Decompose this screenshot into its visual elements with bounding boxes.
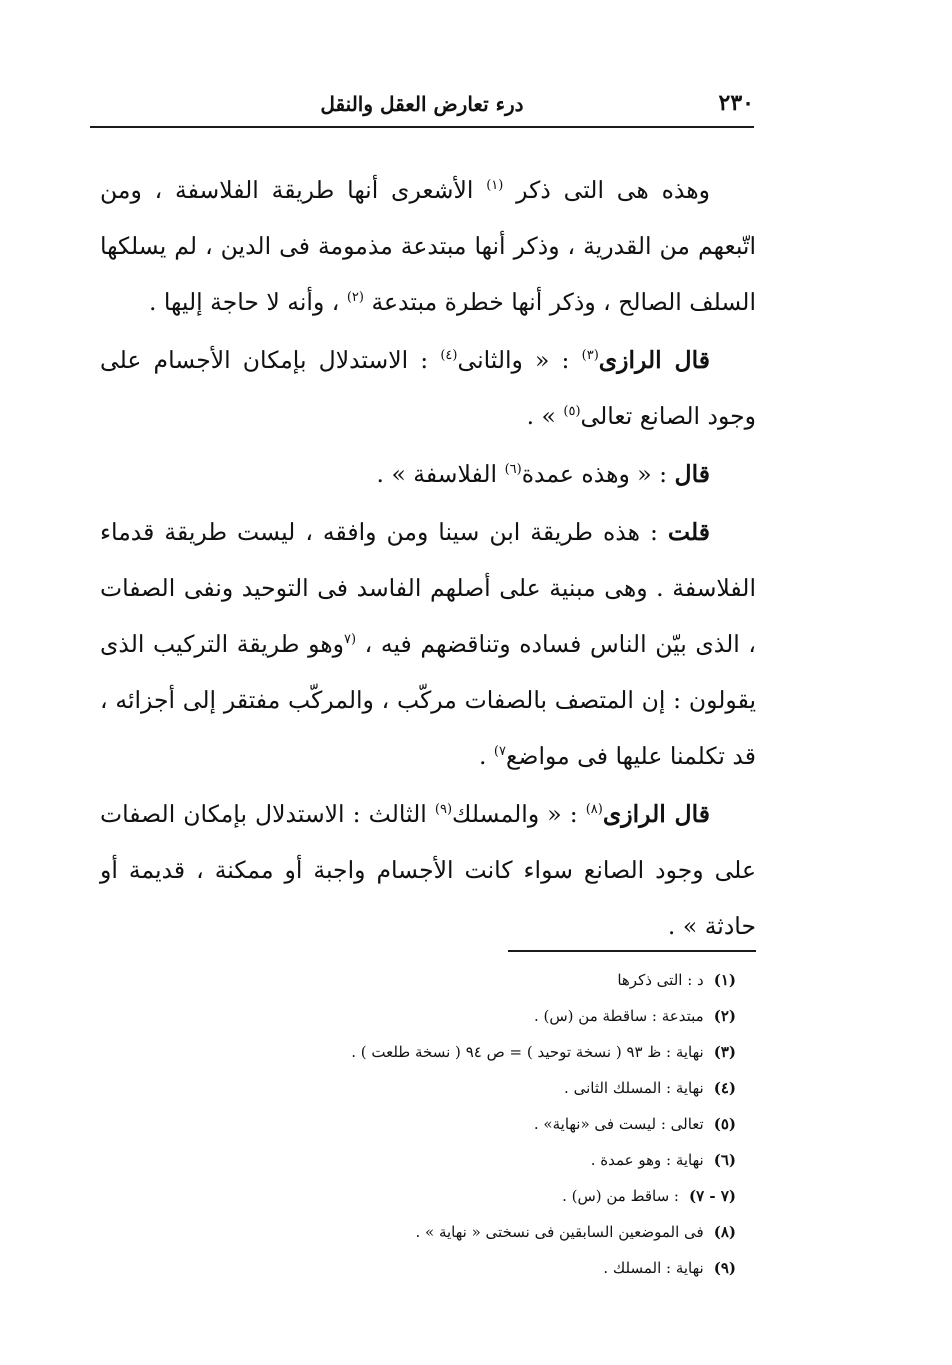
footnote-5 xyxy=(230,1106,736,1142)
footnote-ref-3: (٣) xyxy=(581,348,599,364)
text-run: : الاستدلال بإمكان الأجسام على وجود الصانع تعالى xyxy=(100,346,756,430)
footnote-ref-1: (١) xyxy=(486,178,504,194)
footnote-2 xyxy=(230,998,736,1034)
footnote-text: نهاية : وهو عمدة . xyxy=(590,1151,704,1169)
footnote-ref-7-end: ٧) xyxy=(493,744,506,760)
page-number: ٢٣٠ xyxy=(718,90,754,116)
footnote-3 xyxy=(230,1034,736,1070)
footnote-text: تعالى : ليست فى «نهاية» . xyxy=(533,1115,704,1133)
text-run: : « والثانى xyxy=(457,346,582,374)
paragraph-4 xyxy=(100,504,756,784)
footnote-ref-9: (٩) xyxy=(434,802,453,818)
footnote-ref-2: (٢) xyxy=(346,290,364,306)
paragraph-5 xyxy=(100,786,756,954)
footnote-text: نهاية : المسلك الثانى . xyxy=(564,1079,704,1097)
footnote-ref-5: (٥) xyxy=(563,404,581,420)
footnote-number: (٧ - ٧) xyxy=(688,1187,736,1205)
footnote-number: (٦) xyxy=(713,1151,736,1169)
paragraph-2 xyxy=(100,332,756,444)
text-run: الأشعرى أنها طريقة الفلاسفة ، ومن اتّبعهم من القدرية ، وذكر أنها مبتدعة مذمومة فى الدين ، لم يسلكها السلف الصالح ، وذكر أنها خطرة مبتدعة xyxy=(100,176,756,316)
text-run: : « والمسلك xyxy=(452,800,586,828)
footnote-divider xyxy=(508,950,756,952)
text-run: . xyxy=(478,742,494,770)
speaker-keyword: قلت xyxy=(667,518,710,546)
footnote-1 xyxy=(230,962,736,998)
text-run: : هذه طريقة ابن سينا ومن وافقه ، ليست طريقة قدماء الفلاسفة . وهى مبنية على أصلهم الفاسد فى التوحيد ونفى الصفات ، الذى بيّن الناس فساده وتناقضهم فيه ، xyxy=(100,518,757,658)
footnote-text: نهاية : المسلك . xyxy=(603,1259,704,1277)
footnote-text: نهاية : ظ ٩٣ ( نسخة توحيد ) = ص ٩٤ ( نسخة طلعت ) . xyxy=(351,1043,704,1061)
footnote-text: مبتدعة : ساقطة من (س) . xyxy=(533,1007,704,1025)
footnote-number: (٣) xyxy=(713,1043,736,1061)
footnote-7 xyxy=(230,1178,736,1214)
paragraph-3 xyxy=(100,446,756,502)
text-run: وهذه هى التى ذكر xyxy=(503,176,710,204)
footnote-ref-6: (٦) xyxy=(504,462,522,478)
running-header xyxy=(90,86,754,128)
text-run: الفلاسفة » . xyxy=(376,460,505,488)
footnote-number: (٤) xyxy=(713,1079,736,1097)
footnote-9 xyxy=(230,1250,736,1286)
speaker-keyword: قال الرازى xyxy=(602,800,710,828)
footnote-6 xyxy=(230,1142,736,1178)
footnote-ref-4: (٤) xyxy=(440,348,458,364)
footnote-number: (٢) xyxy=(713,1007,736,1025)
footnote-number: (٥) xyxy=(713,1115,736,1133)
paragraph-1 xyxy=(100,162,756,330)
text-run: الثالث : الاستدلال بإمكان الصفات على وجود الصانع سواء كانت الأجسام واجبة أو ممكنة ، قديمة أو حادثة » . xyxy=(100,800,756,940)
footnote-4 xyxy=(230,1070,736,1106)
footnote-text: د : التى ذكرها xyxy=(617,971,704,989)
text-run: : « وهذه عمدة xyxy=(521,460,675,488)
footnote-text: فى الموضعين السابقين فى نسختى « نهاية » . xyxy=(415,1223,704,1241)
text-run: » . xyxy=(526,402,564,430)
footnotes xyxy=(230,962,736,1286)
speaker-keyword: قال xyxy=(674,460,710,488)
footnote-number: (٨) xyxy=(713,1223,736,1241)
running-title: درء تعارض العقل والنقل xyxy=(320,92,524,116)
text-run: ، وأنه لا حاجة إليها . xyxy=(148,288,347,316)
main-text xyxy=(100,162,756,956)
speaker-keyword: قال الرازى xyxy=(598,346,711,374)
footnote-8 xyxy=(230,1214,736,1250)
footnote-ref-8: (٨) xyxy=(585,802,603,818)
footnote-number: (١) xyxy=(713,971,736,989)
footnote-text: : ساقط من (س) . xyxy=(562,1187,679,1205)
footnote-ref-7-start: (٧ xyxy=(343,632,357,648)
text-run: وهو طريقة التركيب الذى يقولون : إن المتصف بالصفات مركّب ، والمركّب مفتقر إلى أجزائه ، قد تكلمنا عليها فى مواضع xyxy=(100,630,756,770)
footnote-number: (٩) xyxy=(713,1259,736,1277)
